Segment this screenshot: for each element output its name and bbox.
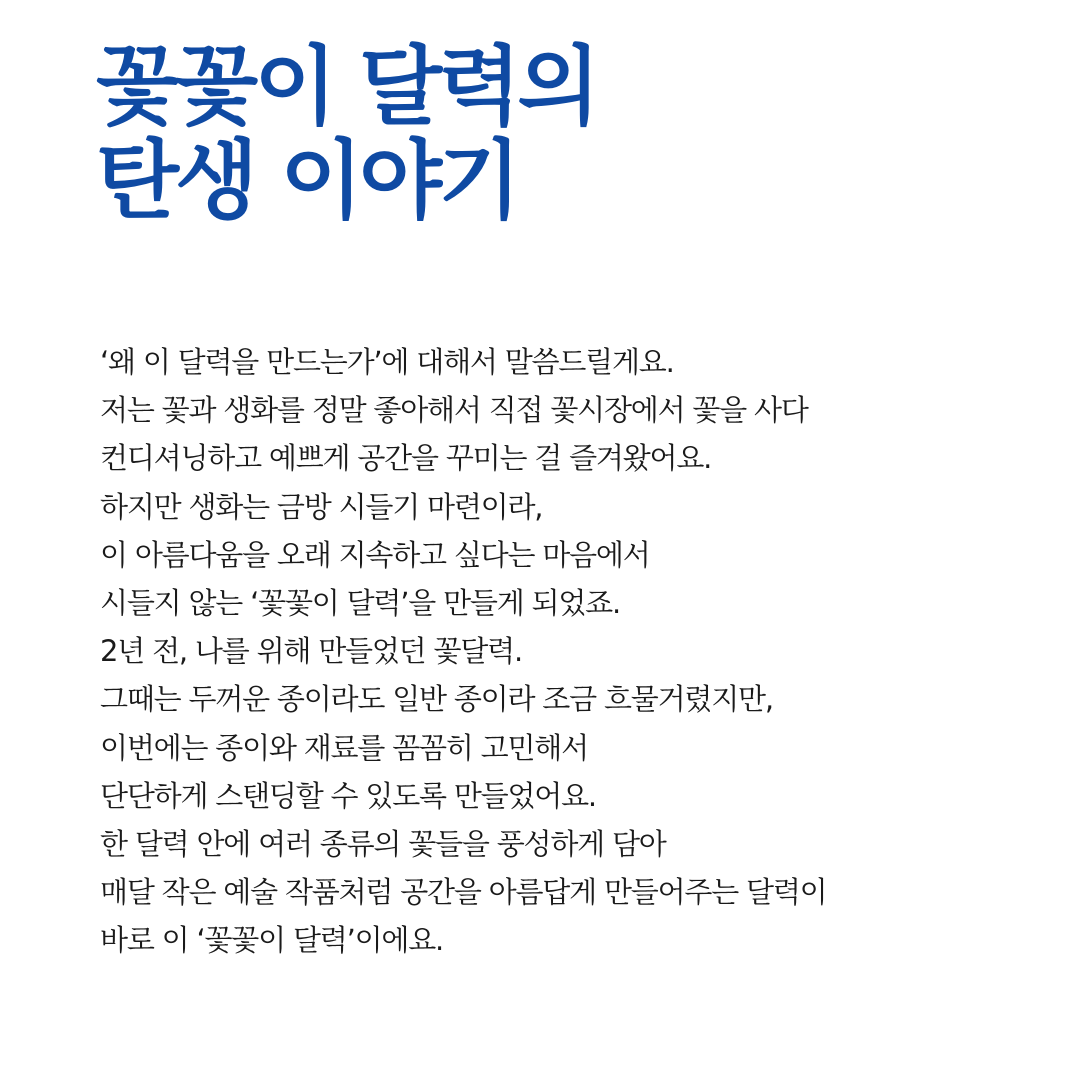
story-line: 그때는 두꺼운 종이라도 일반 종이라 조금 흐물거렸지만, <box>100 682 773 717</box>
story-line: 2년 전, 나를 위해 만들었던 꽃달력. <box>100 634 522 669</box>
story-line: 바로 이 ‘꽃꽃이 달력’이에요. <box>100 923 444 958</box>
story-line: 시들지 않는 ‘꽃꽃이 달력’을 만들게 되었죠. <box>100 586 620 621</box>
story-line: 컨디셔닝하고 예쁘게 공간을 꾸미는 걸 즐겨왔어요. <box>100 441 712 476</box>
page-title <box>96 37 597 231</box>
story-line: 매달 작은 예술 작품처럼 공간을 아름답게 만들어주는 달력이 <box>100 875 827 910</box>
story-line: 한 달력 안에 여러 종류의 꽃들을 풍성하게 담아 <box>100 827 666 862</box>
story-paragraph <box>100 338 1000 965</box>
story-line: 이 아름다움을 오래 지속하고 싶다는 마음에서 <box>100 537 650 572</box>
title-line-2: 탄생 이야기 <box>96 131 518 231</box>
story-line: 이번에는 종이와 재료를 꼼꼼히 고민해서 <box>100 730 588 765</box>
story-line: 저는 꽃과 생화를 정말 좋아해서 직접 꽃시장에서 꽃을 사다 <box>100 393 808 428</box>
story-line: 단단하게 스탠딩할 수 있도록 만들었어요. <box>100 778 596 813</box>
title-line-1: 꽃꽃이 달력의 <box>96 37 597 137</box>
story-line: 하지만 생화는 금방 시들기 마련이라, <box>100 489 543 524</box>
story-line: ‘왜 이 달력을 만드는가’에 대해서 말씀드릴게요. <box>100 345 674 379</box>
